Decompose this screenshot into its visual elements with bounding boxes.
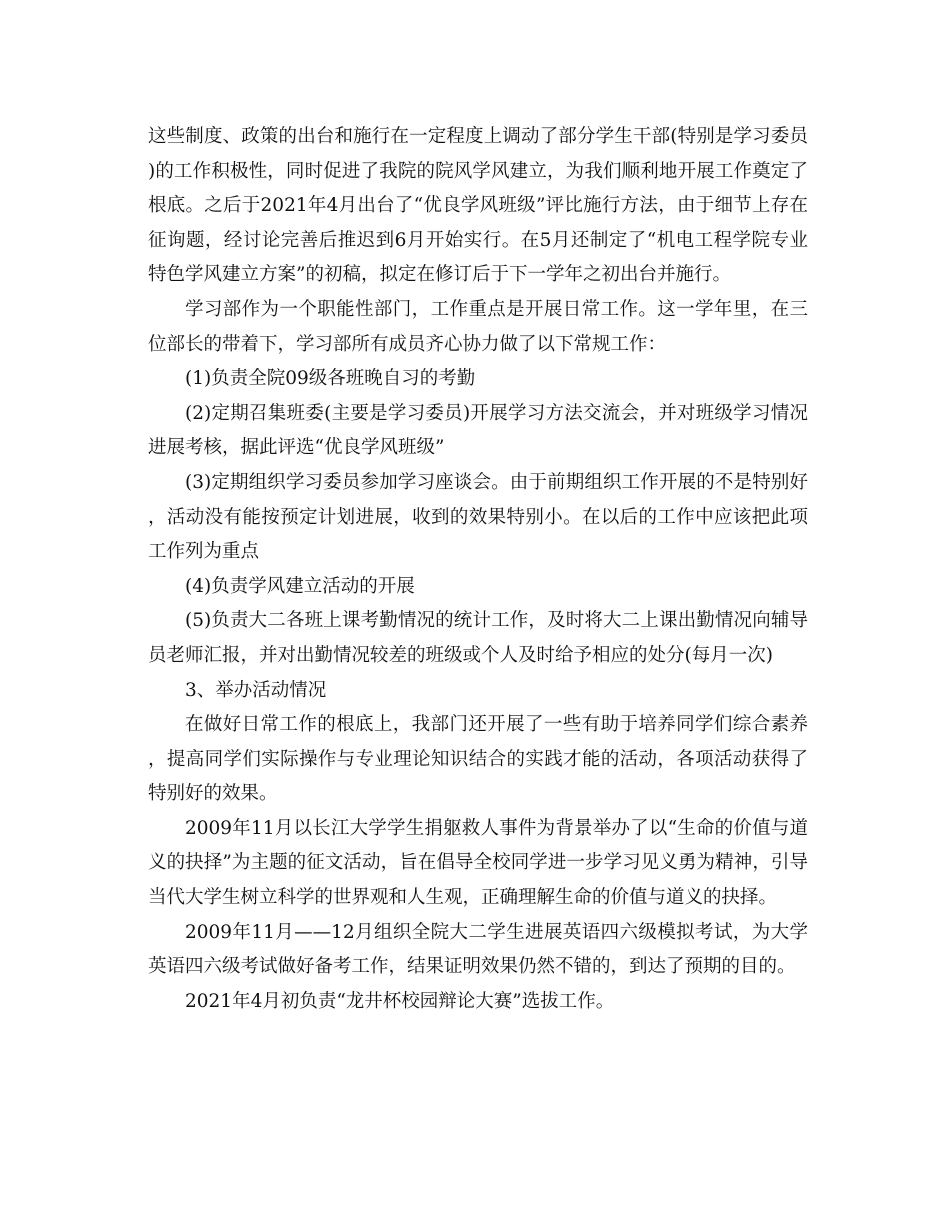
list-item-1: (1)负责全院09级各班晚自习的考勤 [185, 368, 476, 390]
paragraph-6: 2021年4月初负责“龙井杯校园辩论大赛”选拔工作。 [185, 990, 615, 1012]
paragraph-5: 2009年11月——12月组织全院大二学生进展英语四六级模拟考试，为大学英语四六级考试做好备考工作，结果证明效果仍然不错的，到达了预期的目的。 [148, 921, 808, 978]
paragraph-1: 这些制度、政策的出台和施行在一定程度上调动了部分学生干部(特别是学习委员)的工作积极性，同时促进了我院的院风学风建立，为我们顺利地开展工作奠定了根底。之后于2021年4月出台了“优良学风班级”评比施行方法，由于细节上存在征询题，经讨论完善后推迟到6月开始实行。在5月还制定了“机电工程学院专业特色学风建立方案”的初稿，拟定在修订后于下一学年之初出台并施行。 [148, 126, 808, 286]
paragraph-3: 在做好日常工作的根底上，我部门还开展了一些有助于培养同学们综合素养，提高同学们实际操作与专业理论知识结合的实践才能的活动，各项活动获得了特别好的效果。 [148, 714, 808, 805]
document-body [148, 120, 808, 1019]
paragraph-4: 2009年11月以长江大学学生捐躯救人事件为背景举办了以“生命的价值与道义的抉择”为主题的征文活动，旨在倡导全校同学进一步学习见义勇为精神，引导当代大学生树立科学的世界观和人生观，正确理解生命的价值与道义的抉择。 [148, 817, 808, 909]
paragraph-2: 学习部作为一个职能性部门，工作重点是开展日常工作。这一学年里，在三位部长的带着下，学习部所有成员齐心协力做了以下常规工作： [148, 298, 808, 355]
list-item-5: (5)负责大二各班上课考勤情况的统计工作，及时将大二上课出勤情况向辅导员老师汇报，并对出勤情况较差的班级或个人及时给予相应的处分(每月一次) [148, 610, 808, 666]
list-item-2: (2)定期召集班委(主要是学习委员)开展学习方法交流会，并对班级学习情况进展考核，据此评选“优良学风班级” [148, 402, 808, 459]
section-heading: 3、举办活动情况 [185, 679, 327, 701]
list-item-3: (3)定期组织学习委员参加学习座谈会。由于前期组织工作开展的不是特别好，活动没有能按预定计划进展，收到的效果特别小。在以后的工作中应该把此项工作列为重点 [148, 471, 808, 563]
list-item-4: (4)负责学风建立活动的开展 [185, 575, 415, 597]
